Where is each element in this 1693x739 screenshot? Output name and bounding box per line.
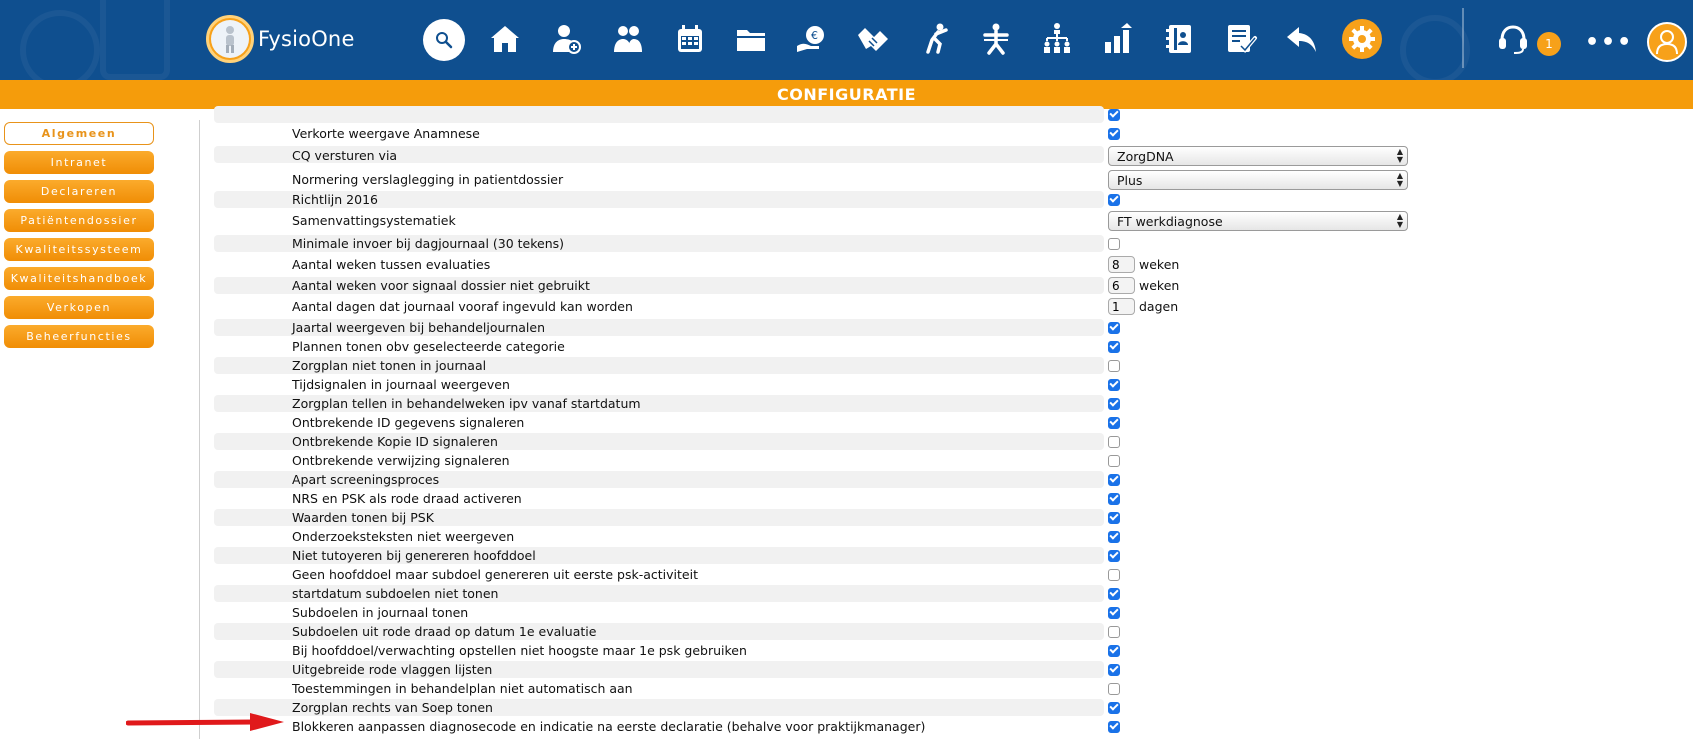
checklist-icon	[1224, 22, 1258, 56]
setting-label: Toestemmingen in behandelplan niet automatisch aan	[292, 681, 633, 696]
setting-control	[1108, 375, 1120, 394]
select-value: ZorgDNA	[1117, 148, 1174, 164]
setting-label: Aantal dagen dat journaal vooraf ingevuld kan worden	[292, 299, 633, 314]
setting-control	[1108, 413, 1120, 432]
finance-icon	[795, 22, 829, 56]
setting-number-input[interactable]: 8	[1108, 256, 1135, 273]
setting-select[interactable]	[1108, 211, 1408, 231]
sidebar-item-beheerfuncties[interactable]: Beheerfuncties	[4, 325, 154, 348]
sidebar-item-kwaliteitssysteem[interactable]: Kwaliteitssysteem	[4, 238, 154, 261]
setting-label: Waarden tonen bij PSK	[292, 510, 434, 525]
sidebar-item-kwaliteitshandboek[interactable]: Kwaliteitshandboek	[4, 267, 154, 290]
users-button[interactable]	[608, 19, 648, 59]
setting-select[interactable]	[1108, 146, 1408, 166]
setting-checkbox[interactable]	[1108, 626, 1120, 638]
setting-control	[1108, 297, 1178, 316]
contacts-button[interactable]	[1160, 19, 1200, 59]
setting-label: startdatum subdoelen niet tonen	[292, 586, 499, 601]
setting-row	[214, 622, 1693, 641]
setting-unit: weken	[1139, 257, 1180, 272]
setting-checkbox[interactable]	[1108, 379, 1120, 391]
setting-label: Bij hoofddoel/verwachting opstellen niet hoogste maar 1e psk gebruiken	[292, 643, 747, 658]
setting-control	[1108, 584, 1120, 603]
setting-checkbox[interactable]	[1108, 128, 1120, 140]
setting-label: Normering verslaglegging in patientdossier	[292, 172, 564, 187]
setting-number-input[interactable]: 6	[1108, 277, 1135, 294]
setting-label: Subdoelen in journaal tonen	[292, 605, 469, 620]
setting-label: Aantal weken tussen evaluaties	[292, 257, 491, 272]
organization-icon	[1040, 22, 1074, 56]
settings-list	[214, 109, 1693, 739]
page-title: CONFIGURATIE	[777, 85, 916, 104]
top-navigation-bar	[0, 0, 1693, 80]
app-logo[interactable]	[206, 14, 355, 64]
setting-label: Zorgplan tellen in behandelweken ipv vanaf startdatum	[292, 396, 641, 411]
setting-row	[214, 234, 1693, 253]
setting-control	[1108, 276, 1179, 295]
setting-checkbox[interactable]	[1108, 702, 1120, 714]
setting-control	[1108, 622, 1120, 641]
exercise-icon	[918, 22, 952, 56]
setting-control	[1108, 255, 1179, 274]
setting-control	[1108, 470, 1120, 489]
notification-badge[interactable]: 1	[1537, 32, 1561, 56]
svg-text:€: €	[811, 29, 818, 42]
setting-checkbox[interactable]	[1108, 588, 1120, 600]
setting-row	[214, 297, 1693, 316]
sidebar-item-verkopen[interactable]: Verkopen	[4, 296, 154, 319]
setting-control	[1108, 124, 1120, 143]
setting-row	[214, 508, 1693, 527]
statistics-button[interactable]	[1098, 19, 1138, 59]
setting-label: Ontbrekende verwijzing signaleren	[292, 453, 510, 468]
logo-figure-icon	[219, 24, 241, 54]
setting-control	[1108, 190, 1120, 209]
setting-label: Plannen tonen obv geselecteerde categorie	[292, 339, 565, 354]
setting-checkbox[interactable]	[1108, 683, 1120, 695]
setting-label: Minimale invoer bij dagjournaal (30 tekens)	[292, 236, 565, 251]
setting-label: Geen hoofddoel maar subdoel genereren uit eerste psk-activiteit	[292, 567, 698, 582]
setting-control	[1108, 641, 1120, 660]
files-button[interactable]	[731, 19, 771, 59]
setting-row	[214, 470, 1693, 489]
home-icon	[488, 22, 522, 56]
setting-checkbox[interactable]	[1108, 512, 1120, 524]
background-decoration	[100, 0, 170, 80]
setting-label: Niet tutoyeren bij genereren hoofddoel	[292, 548, 536, 563]
setting-checkbox[interactable]	[1108, 493, 1120, 505]
checklist-button[interactable]	[1221, 19, 1261, 59]
setting-row	[214, 565, 1693, 584]
setting-label: Samenvattingsystematiek	[292, 213, 456, 228]
setting-control	[1108, 508, 1120, 527]
setting-row	[214, 276, 1693, 295]
toolbar-divider	[1462, 8, 1464, 68]
exercise-button[interactable]	[915, 19, 955, 59]
setting-row	[214, 679, 1693, 698]
setting-checkbox[interactable]	[1108, 550, 1120, 562]
setting-label: Ontbrekende ID gegevens signaleren	[292, 415, 525, 430]
more-menu-button[interactable]: •••	[1585, 30, 1634, 55]
setting-control	[1108, 698, 1120, 717]
logo-mark	[206, 15, 254, 63]
setting-label: Aantal weken voor signaal dossier niet gebruikt	[292, 278, 590, 293]
agreements-button[interactable]	[853, 19, 893, 59]
back-icon	[1285, 22, 1319, 56]
setting-checkbox[interactable]	[1108, 645, 1120, 657]
setting-label: Zorgplan niet tonen in journaal	[292, 358, 487, 373]
settings-button[interactable]	[1342, 19, 1382, 59]
setting-checkbox[interactable]	[1108, 417, 1120, 429]
therapy-icon	[979, 22, 1013, 56]
setting-label: Verkorte weergave Anamnese	[292, 126, 480, 141]
setting-checkbox[interactable]	[1108, 109, 1120, 121]
setting-label: Jaartal weergeven bij behandeljournalen	[292, 320, 545, 335]
setting-label: Apart screeningsproces	[292, 472, 440, 487]
row-background	[214, 106, 1104, 123]
home-button[interactable]	[485, 19, 525, 59]
setting-control	[1108, 234, 1120, 253]
setting-checkbox[interactable]	[1108, 341, 1120, 353]
setting-control	[1108, 432, 1120, 451]
add-patient-icon	[549, 22, 583, 56]
setting-checkbox[interactable]	[1108, 474, 1120, 486]
setting-row	[214, 337, 1693, 356]
search-button[interactable]	[423, 19, 465, 61]
setting-row	[214, 145, 1693, 167]
setting-label: Richtlijn 2016	[292, 192, 378, 207]
setting-select[interactable]	[1108, 170, 1408, 190]
headset-icon	[1496, 22, 1530, 56]
annotation-arrow-icon	[126, 712, 286, 732]
cut-off-row	[214, 105, 1693, 124]
setting-control	[1108, 356, 1120, 375]
select-value: Plus	[1117, 172, 1143, 188]
back-button[interactable]	[1282, 19, 1322, 59]
background-decoration	[1400, 15, 1470, 80]
therapy-button[interactable]	[976, 19, 1016, 59]
setting-row	[214, 451, 1693, 470]
setting-checkbox[interactable]	[1108, 664, 1120, 676]
setting-control	[1108, 210, 1408, 232]
setting-row	[214, 413, 1693, 432]
setting-control	[1108, 337, 1120, 356]
setting-row	[214, 698, 1693, 717]
user-icon	[1655, 29, 1679, 55]
setting-row	[214, 210, 1693, 232]
setting-checkbox[interactable]	[1108, 194, 1120, 206]
setting-control	[1108, 603, 1120, 622]
setting-row	[214, 190, 1693, 209]
setting-row	[214, 584, 1693, 603]
logo-text: FysioOne	[258, 27, 355, 51]
setting-row	[214, 375, 1693, 394]
handshake-icon	[856, 22, 890, 56]
sidebar-item-algemeen[interactable]: Algemeen	[4, 122, 154, 145]
settings-gear-icon	[1347, 24, 1377, 54]
setting-control	[1108, 169, 1408, 191]
setting-control	[1108, 451, 1120, 470]
setting-row	[214, 356, 1693, 375]
setting-checkbox[interactable]	[1108, 455, 1120, 467]
setting-unit: dagen	[1139, 299, 1179, 314]
background-decoration	[20, 10, 100, 80]
setting-row	[214, 603, 1693, 622]
add-patient-button[interactable]	[546, 19, 586, 59]
setting-control	[1108, 145, 1408, 167]
contacts-book-icon	[1163, 22, 1197, 56]
setting-row	[214, 394, 1693, 413]
setting-label: Subdoelen uit rode draad op datum 1e evaluatie	[292, 624, 597, 639]
sidebar-divider	[199, 120, 200, 739]
setting-checkbox[interactable]	[1108, 531, 1120, 543]
setting-row	[214, 527, 1693, 546]
finance-button[interactable]	[792, 19, 832, 59]
organization-button[interactable]	[1037, 19, 1077, 59]
sidebar-item-patientendossier[interactable]: Patiëntendossier	[4, 209, 154, 232]
setting-row	[214, 255, 1693, 274]
users-icon	[611, 22, 645, 56]
setting-row	[214, 432, 1693, 451]
setting-checkbox[interactable]	[1108, 569, 1120, 581]
folder-icon	[734, 22, 768, 56]
calendar-button[interactable]	[670, 19, 710, 59]
setting-label: CQ versturen via	[292, 148, 398, 163]
select-value: FT werkdiagnose	[1117, 213, 1223, 229]
setting-row	[214, 489, 1693, 508]
config-sidebar	[0, 109, 200, 739]
setting-control	[1108, 679, 1120, 698]
setting-checkbox[interactable]	[1108, 398, 1120, 410]
setting-label: Zorgplan rechts van Soep tonen	[292, 700, 493, 715]
setting-label: Uitgebreide rode vlaggen lijsten	[292, 662, 493, 677]
select-stepper-icon: ▲ ▼	[1396, 212, 1403, 229]
setting-number-input[interactable]: 1	[1108, 298, 1135, 315]
setting-unit: weken	[1139, 278, 1180, 293]
setting-control	[1108, 660, 1120, 679]
select-stepper-icon: ▲ ▼	[1396, 171, 1403, 188]
calendar-icon	[673, 22, 707, 56]
user-avatar[interactable]	[1647, 22, 1687, 62]
setting-control	[1108, 489, 1120, 508]
setting-row	[214, 169, 1693, 191]
support-button[interactable]	[1493, 19, 1533, 59]
setting-row	[214, 546, 1693, 565]
setting-control	[1108, 105, 1120, 124]
setting-row	[214, 717, 1693, 736]
setting-label: NRS en PSK als rode draad activeren	[292, 491, 522, 506]
setting-checkbox[interactable]	[1108, 322, 1120, 334]
sidebar-item-intranet[interactable]: Intranet	[4, 151, 154, 174]
setting-control	[1108, 546, 1120, 565]
setting-label: Ontbrekende Kopie ID signaleren	[292, 434, 498, 449]
setting-label: Blokkeren aanpassen diagnosecode en indicatie na eerste declaratie (behalve voor praktijkmanager)	[292, 719, 926, 734]
setting-control	[1108, 717, 1120, 736]
setting-control	[1108, 318, 1120, 337]
sidebar-item-declareren[interactable]: Declareren	[4, 180, 154, 203]
setting-row	[214, 318, 1693, 337]
setting-control	[1108, 565, 1120, 584]
setting-row	[214, 660, 1693, 679]
setting-row	[214, 124, 1693, 143]
setting-row	[214, 641, 1693, 660]
statistics-icon	[1101, 22, 1135, 56]
setting-checkbox[interactable]	[1108, 607, 1120, 619]
setting-control	[1108, 394, 1120, 413]
setting-checkbox[interactable]	[1108, 360, 1120, 372]
setting-checkbox[interactable]	[1108, 238, 1120, 250]
setting-checkbox[interactable]	[1108, 436, 1120, 448]
setting-control	[1108, 527, 1120, 546]
setting-label: Tijdsignalen in journaal weergeven	[292, 377, 510, 392]
search-icon	[435, 31, 453, 49]
setting-checkbox[interactable]	[1108, 721, 1120, 733]
select-stepper-icon: ▲ ▼	[1396, 147, 1403, 164]
setting-label: Onderzoeksteksten niet weergeven	[292, 529, 515, 544]
